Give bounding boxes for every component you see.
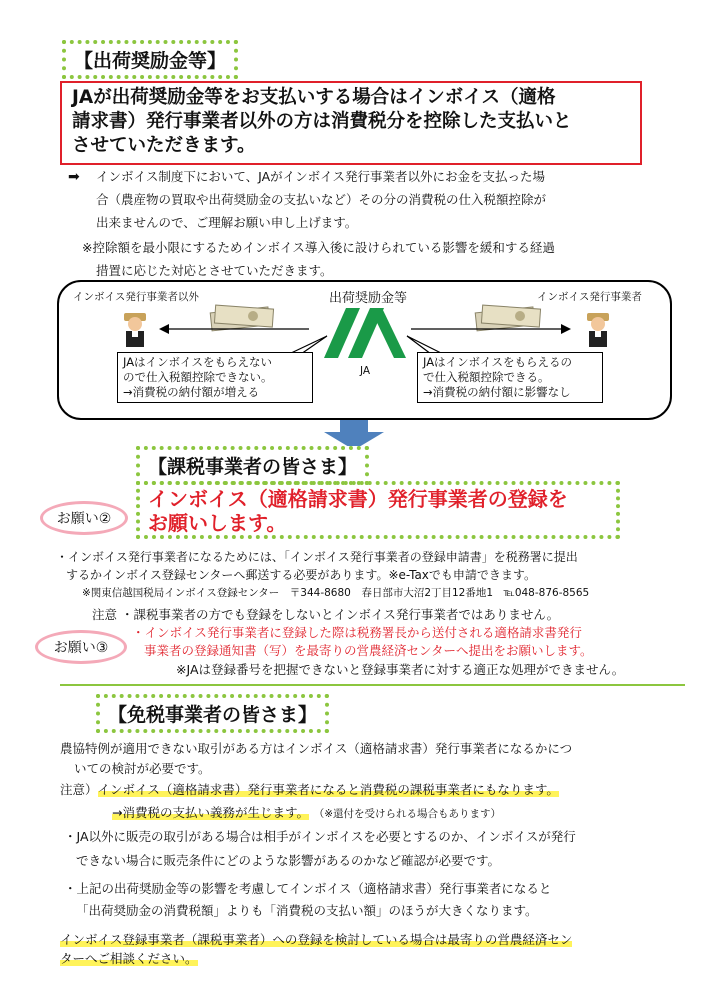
highlighted-text: ターへご相談ください。 xyxy=(60,951,198,966)
section-heading-shipping-incentive: 【出荷奨励金等】 xyxy=(62,40,238,79)
right-party-label: インボイス発行事業者 xyxy=(537,291,642,303)
notice-line: 請求書）発行事業者以外の方は消費税分を控除した支払いと xyxy=(72,111,572,132)
ja-logo-icon xyxy=(324,306,408,362)
diagram-text: ので仕入税額控除できない。 xyxy=(123,370,273,384)
register-request-box xyxy=(136,481,620,539)
center-label: 出荷奨励金等 xyxy=(329,291,408,306)
caution-line xyxy=(60,779,559,801)
arrow-left-icon xyxy=(159,322,309,336)
caution-text: 注意 ・課税事業者の方でも登録をしないとインボイス発行事業者ではありません。 xyxy=(92,607,560,622)
body-text: するかインボイス登録センターへ郵送する必要があります。※e-Taxでも申請できます。 xyxy=(66,568,536,582)
final-text xyxy=(60,948,198,970)
diagram-text: →消費税の納付額が増える xyxy=(123,385,260,399)
note-text: 措置に応じた対応とさせていただきます。 xyxy=(96,263,333,278)
right-explanation-box xyxy=(417,352,603,403)
farmer-icon xyxy=(584,310,612,348)
diagram-text: →消費税の納付額に影響なし xyxy=(423,385,571,399)
diagram-text: で仕入税額控除できる。 xyxy=(423,370,550,384)
caution-prefix: 注意） xyxy=(60,782,98,797)
arrow-line xyxy=(112,802,501,825)
highlighted-text: →消費税の支払い義務が生じます。 xyxy=(112,805,309,820)
caution-note: ※JAは登録番号を把握できないと登録事業者に対する適正な処理ができません。 xyxy=(176,662,625,677)
section-divider xyxy=(60,684,685,686)
caution-red-text: 事業者の登録通知書（写）を最寄りの営農経済センターへ提出をお願いします。 xyxy=(144,643,593,658)
arrow-icon: ➡ xyxy=(68,169,80,185)
note-text: ※控除額を最小限にするためインボイス導入後に設けられている影響を緩和する経過 xyxy=(82,240,555,255)
notice-box xyxy=(60,81,642,165)
bullet-text: できない場合に販売条件にどのような影響があるのかなど確認が必要です。 xyxy=(76,853,501,868)
body-text: 合（農産物の買取や出荷奨励金の支払いなど）その分の消費税の仕入税額控除が xyxy=(96,192,547,207)
body-text: 農協特例が適用できない取引がある方はインボイス（適格請求書）発行事業者になるかにつ xyxy=(60,741,573,756)
left-party-label: インボイス発行事業者以外 xyxy=(73,291,199,303)
section-heading-exempt: 【免税事業者の皆さま】 xyxy=(96,694,329,733)
request-badge-3: お願い③ xyxy=(35,630,127,664)
notice-line: JAが出荷奨励金等をお支払いする場合はインボイス（適格 xyxy=(72,87,556,108)
farmer-icon xyxy=(121,310,149,348)
bullet-text: ・JA以外に販売の取引がある場合は相手がインボイスを必要とするのか、インボイスが発行 xyxy=(64,829,576,844)
caution-red-text: ・インボイス発行事業者に登録した際は税務署長から送付される適格請求書発行 xyxy=(132,625,582,640)
highlighted-text: インボイス（適格請求書）発行事業者になると消費税の課税事業者にもなります。 xyxy=(97,782,559,797)
diagram-text: JAはインボイスをもらえるの xyxy=(423,355,572,369)
left-explanation-box xyxy=(117,352,313,403)
ja-label: JA xyxy=(360,365,371,377)
red-title: お願いします。 xyxy=(148,511,287,535)
arrow-right-icon xyxy=(411,322,571,336)
body-text: 出来ませんので、ご理解お願い申し上げます。 xyxy=(96,215,358,230)
request-badge-2: お願い② xyxy=(40,501,128,535)
notice-line: させていただきます。 xyxy=(72,135,256,156)
address-text: ※関東信越国税局インボイス登録センター 〒344-8680 春日部市大沼2丁目12番地1 ℡048-876-8565 xyxy=(82,587,590,599)
diagram-text: JAはインボイスをもらえない xyxy=(123,355,272,369)
bullet-text: ・上記の出荷奨励金等の影響を考慮してインボイス（適格請求書）発行事業者になると xyxy=(64,881,552,896)
body-text: いての検討が必要です。 xyxy=(74,761,211,776)
highlighted-text: インボイス登録事業者（課税事業者）への登録を検討している場合は最寄りの営農経済セン xyxy=(60,932,573,947)
body-text: ・インボイス発行事業者になるためには、「インボイス発行事業者の登録申請書」を税務署に提出 xyxy=(56,550,578,564)
refund-note: （※還付を受けられる場合もあります） xyxy=(318,808,502,820)
bullet-text: 「出荷奨励金の消費税額」よりも「消費税の支払い額」のほうが大きくなります。 xyxy=(76,903,538,918)
invoice-diagram xyxy=(57,280,672,420)
body-text: インボイス制度下において、JAがインボイス発行事業者以外にお金を支払った場 xyxy=(96,169,546,184)
red-title: インボイス（適格請求書）発行事業者の登録を xyxy=(148,487,568,511)
section-heading-taxable: 【課税事業者の皆さま】 xyxy=(136,446,369,485)
